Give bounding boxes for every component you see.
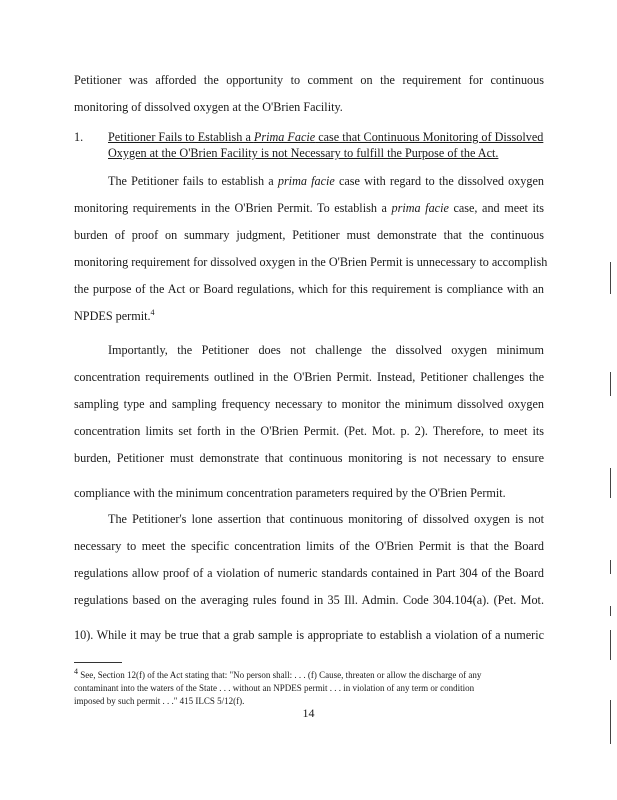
footnote-number: 4 xyxy=(74,667,78,676)
heading-text: Petitioner Fails to Establish a xyxy=(108,130,254,144)
italic-run: prima facie xyxy=(277,174,335,188)
body-line: necessary to meet the specific concentration limits of the O'Brien Permit is that the Board xyxy=(74,539,544,553)
body-line: monitoring of dissolved oxygen at the O'Brien Facility. xyxy=(74,100,343,114)
body-line: concentration requirements outlined in the O'Brien Permit. Instead, Petitioner challenges the xyxy=(74,370,544,384)
body-line xyxy=(74,308,544,324)
body-line: monitoring requirement for dissolved oxygen in the O'Brien Permit is unnecessary to accomplish xyxy=(74,255,548,269)
heading-text: Oxygen at the O'Brien Facility is not Necessary to fulfill the Purpose of the Act. xyxy=(108,146,499,160)
scan-margin-mark xyxy=(610,630,611,660)
footnote-ref: 4 xyxy=(150,307,155,317)
italic-run: prima facie xyxy=(391,201,449,215)
body-line: 10). While it may be true that a grab sample is appropriate to establish a violation of a numeric xyxy=(74,628,544,642)
body-line: concentration limits set forth in the O'Brien Permit. (Pet. Mot. p. 2). Therefore, to meet its xyxy=(74,424,544,438)
footnote-line xyxy=(74,667,534,681)
scan-margin-mark xyxy=(610,372,611,396)
body-line: The Petitioner's lone assertion that continuous monitoring of dissolved oxygen is not xyxy=(108,512,544,526)
section-heading xyxy=(108,129,544,145)
heading-text: case that Continuous Monitoring of Dissolved xyxy=(315,130,544,144)
body-line: regulations allow proof of a violation of numeric standards contained in Part 304 of the Board xyxy=(74,566,544,580)
body-line xyxy=(108,173,544,189)
scan-margin-mark xyxy=(610,700,611,744)
text-run: See, Section 12(f) of the Act stating that: "No person shall: . . . (f) Cause, threaten or allow the discharge of any xyxy=(78,670,482,680)
text-run: NPDES permit. xyxy=(74,309,151,323)
heading-italic: Prima Facie xyxy=(253,130,316,144)
footnote-line: imposed by such permit . . ." 415 ILCS 5/12(f). xyxy=(74,696,245,706)
footnote-rule xyxy=(74,662,122,663)
body-line: regulations based on the averaging rules found in 35 Ill. Admin. Code 304.104(a). (Pet. Mot. xyxy=(74,593,544,607)
scan-margin-mark xyxy=(610,560,611,574)
body-line: Petitioner was afforded the opportunity to comment on the requirement for continuous xyxy=(74,73,544,87)
text-run: case, and meet its xyxy=(448,201,544,215)
body-line: burden of proof on summary judgment, Petitioner must demonstrate that the continuous xyxy=(74,228,544,242)
page-number: 14 xyxy=(302,706,315,720)
text-run: The Petitioner fails to establish a xyxy=(108,174,278,188)
scan-margin-mark xyxy=(610,606,611,616)
scan-margin-mark xyxy=(610,262,611,294)
body-line: burden, Petitioner must demonstrate that continuous monitoring is not necessary to ensure xyxy=(74,451,544,465)
body-line: the purpose of the Act or Board regulations, which for this requirement is compliance with an xyxy=(74,282,544,296)
body-line: compliance with the minimum concentration parameters required by the O'Brien Permit. xyxy=(74,486,506,500)
body-line xyxy=(74,200,544,216)
footnote-line: contaminant into the waters of the State . . . without an NPDES permit . . . in violation of any term or condition xyxy=(74,683,475,693)
section-heading xyxy=(108,145,544,161)
heading-number: 1. xyxy=(74,130,84,144)
text-run: case with regard to the dissolved oxygen xyxy=(334,174,544,188)
scan-margin-mark xyxy=(610,468,611,498)
text-run: monitoring requirements in the O'Brien Permit. To establish a xyxy=(74,201,392,215)
body-line: Importantly, the Petitioner does not challenge the dissolved oxygen minimum xyxy=(108,343,544,357)
body-line: sampling type and sampling frequency necessary to monitor the minimum dissolved oxygen xyxy=(74,397,544,411)
